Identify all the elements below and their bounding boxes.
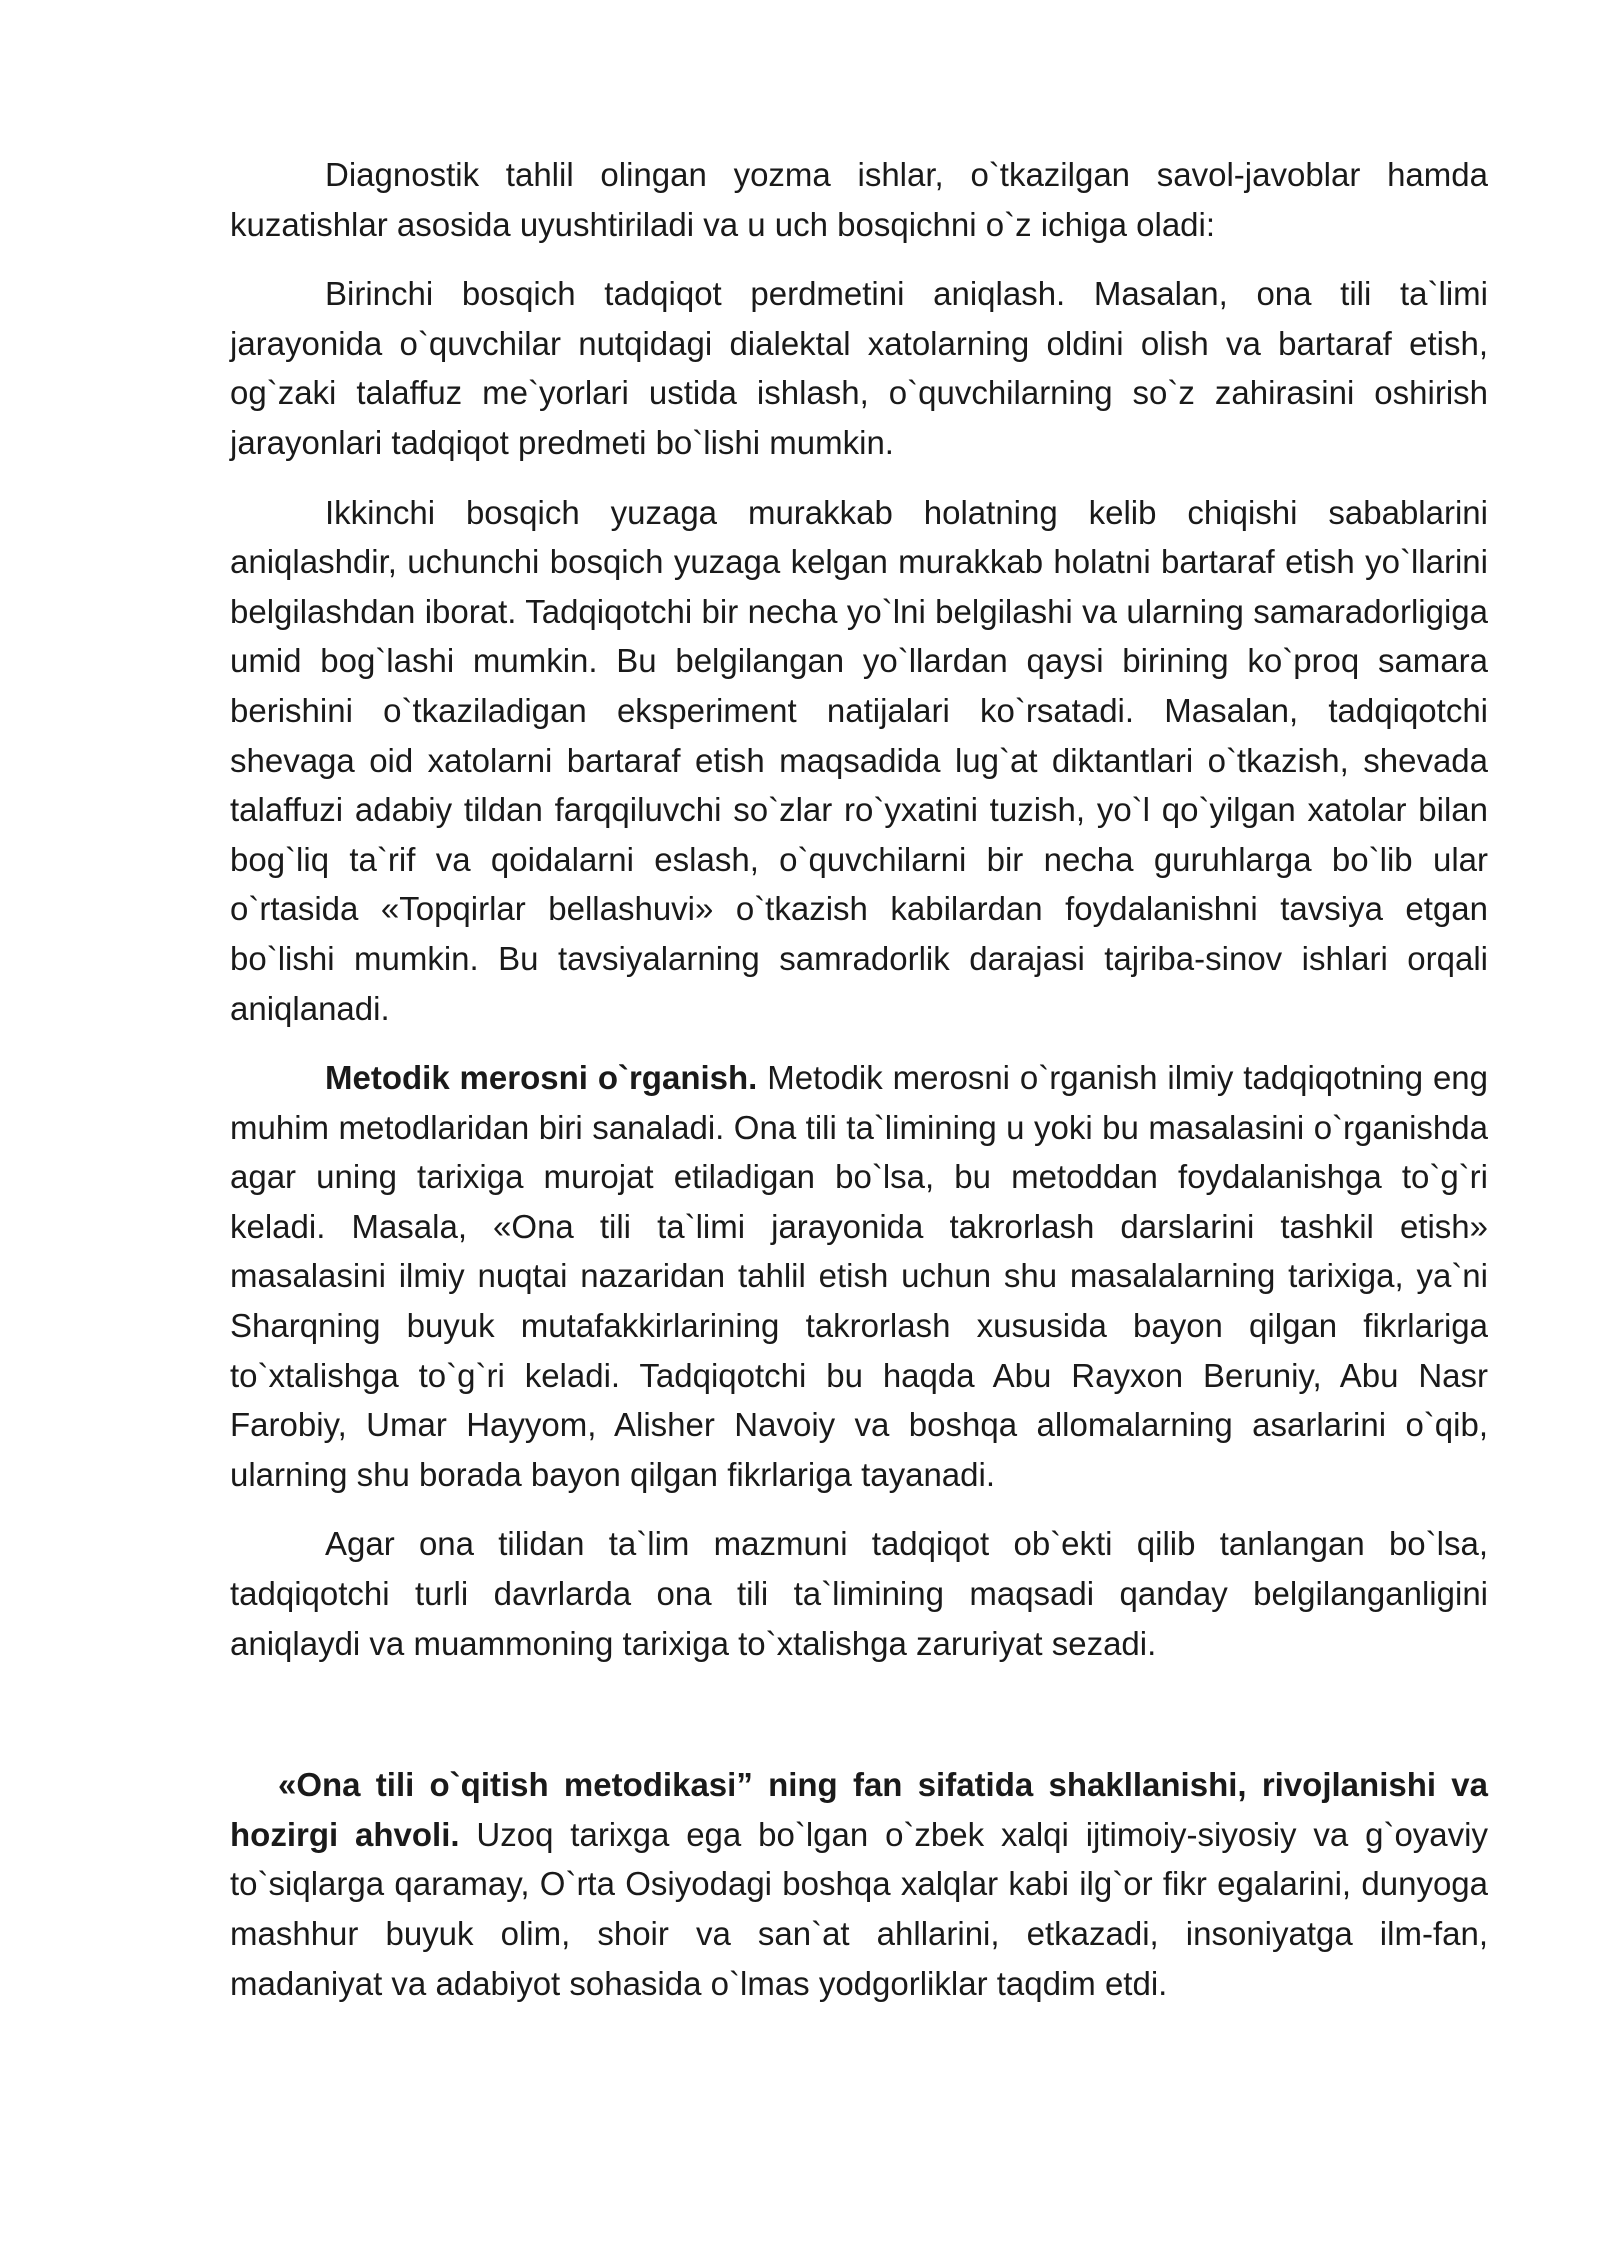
paragraph-first-stage (230, 269, 1488, 467)
paragraph-text: Uzoq tarixga ega bo`lgan o`zbek xalqi ijtimoiy-siyosiy va g`oyaviy to`siqlarga qaramay, O`rta Osiyodagi boshqa xalqlar kabi ilg`or fikr egalarini, dunyoga mashhur buyuk olim, shoir va san`at ahllarini, etkazadi, insoniyatga ilm-fan, madaniyat va adabiyot sohasida o`lmas yodgorliklar taqdim etdi. (230, 1815, 1488, 2002)
document-body (230, 150, 1488, 2008)
paragraph-diagnostic-analysis (230, 150, 1488, 249)
section-heading-methodology-history: «Ona tili o`qitish metodikasi” ning fan sifatida shakllanishi, rivojlanishi va hozirgi ahvoli. (230, 1766, 1488, 1853)
paragraph-second-stage (230, 488, 1488, 1034)
paragraph-text: Diagnostik tahlil olingan yozma ishlar, o`tkazilgan savol-javoblar hamda kuzatishlar asosida uyushtiriladi va u uch bosqichni o`z ichiga oladi: (230, 156, 1488, 243)
paragraph-text: Agar ona tilidan ta`lim mazmuni tadqiqot ob`ekti qilib tanlangan bo`lsa, tadqiqotchi turli davrlarda ona tili ta`limining maqsadi qanday belgilanganligini aniqlaydi va muammoning tarixiga to`xtalishga zaruriyat sezadi. (230, 1525, 1488, 1662)
paragraph-methodology-history (230, 1760, 1488, 2008)
paragraph-content-object (230, 1519, 1488, 1668)
section-spacer (230, 1668, 1488, 1760)
paragraph-text: Ikkinchi bosqich yuzaga murakkab holatning kelib chiqishi sabablarini aniqlashdir, uchunchi bosqich yuzaga kelgan murakkab holatni bartaraf etish yo`llarini belgilashdan iborat. Tadqiqotchi bir necha yo`lni belgilashi va ularning samaradorligiga umid bog`lashi mumkin. Bu belgilangan yo`llardan qaysi birining ko`proq samara berishini o`tkaziladigan eksperiment natijalari ko`rsatadi. Masalan, tadqiqotchi shevaga oid xatolarni bartaraf etish maqsadida lug`at diktantlari o`tkazish, shevada talaffuzi adabiy tildan farqqiluvchi so`zlar ro`yxatini tuzish, yo`l qo`yilgan xatolar bilan bog`liq ta`rif va qoidalarni eslash, o`quvchilarni bir necha guruhlarga bo`lib ular o`rtasida «Topqirlar bellashuvi» o`tkazish kabilardan foydalanishni tavsiya etgan bo`lishi mumkin. Bu tavsiyalarning samradorlik darajasi tajriba-sinov ishlari orqali aniqlanadi. (230, 493, 1488, 1027)
paragraph-methodical-heritage (230, 1053, 1488, 1499)
section-heading-methodical-heritage: Metodik merosni o`rganish. (325, 1059, 758, 1097)
paragraph-text: Birinchi bosqich tadqiqot perdmetini aniqlash. Masalan, ona tili ta`limi jarayonida o`quvchilar nutqidagi dialektal xatolarning oldini olish va bartaraf etish, og`zaki talaffuz me`yorlari ustida ishlash, o`quvchilarning so`z zahirasini oshirish jarayonlari tadqiqot predmeti bo`lishi mumkin. (230, 275, 1488, 461)
paragraph-text: Metodik merosni o`rganish ilmiy tadqiqotning eng muhim metodlaridan biri sanaladi. Ona tili ta`limining u yoki bu masalasini o`rganishda agar uning tarixiga murojat etiladigan bo`lsa, bu metoddan foydalanishga to`g`ri keladi. Masala, «Ona tili ta`limi jarayonida takrorlash darslarini tashkil etish» masalasini ilmiy nuqtai nazaridan tahlil etish uchun shu masalalarning tarixiga, ya`ni Sharqning buyuk mutafakkirlarining takrorlash xususida bayon qilgan fikrlariga to`xtalishga to`g`ri keladi. Tadqiqotchi bu haqda Abu Rayxon Beruniy, Abu Nasr Farobiy, Umar Hayyom, Alisher Navoiy va boshqa allomalarning asarlarini o`qib, ularning shu borada bayon qilgan fikrlariga tayanadi. (230, 1059, 1488, 1493)
